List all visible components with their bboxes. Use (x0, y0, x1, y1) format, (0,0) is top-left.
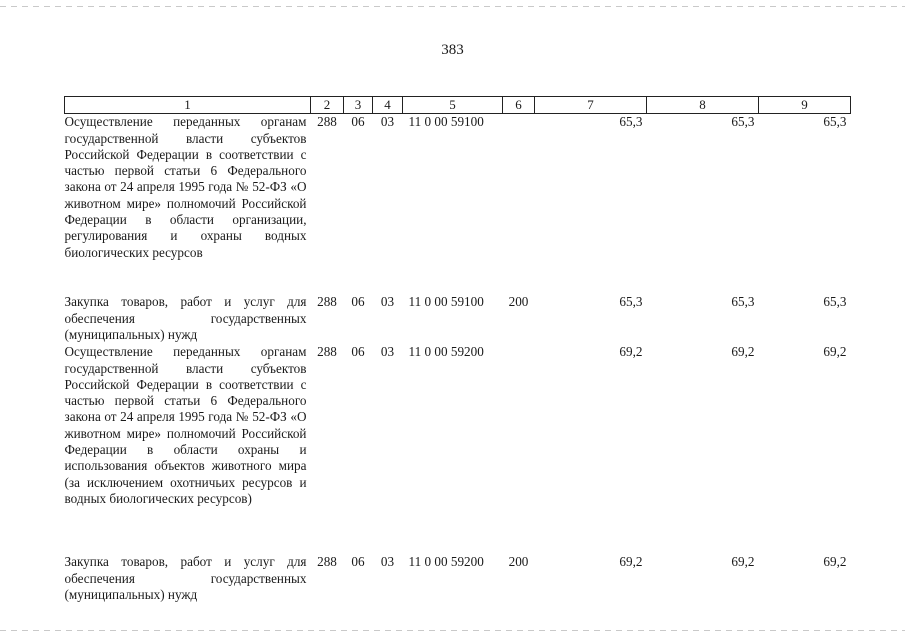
row-subsection-code: 03 (380, 554, 395, 570)
row-ministry-code: 288 (317, 114, 337, 130)
budget-table (64, 96, 851, 604)
header-col-5: 5 (403, 97, 503, 114)
row-amount-1: 69,2 (619, 554, 643, 570)
row-amount-3: 69,2 (823, 344, 847, 360)
header-col-8: 8 (647, 97, 759, 114)
row-expense-type: 200 (508, 554, 529, 570)
row-ministry-code: 288 (317, 294, 337, 310)
header-col-9: 9 (759, 97, 851, 114)
row-amount-1: 65,3 (619, 114, 643, 130)
row-amount-3: 65,3 (823, 294, 847, 310)
header-col-4: 4 (373, 97, 403, 114)
table-row (65, 344, 851, 554)
row-name: Закупка товаров, работ и услуг для обеспечения государственных (муниципальных) нужд (64, 554, 307, 602)
row-expense-type (503, 114, 535, 295)
row-amount-3: 65,3 (823, 114, 847, 130)
row-target-article: 11 0 00 59100 (408, 114, 484, 130)
row-amount-2: 69,2 (731, 344, 755, 360)
row-section-code: 06 (351, 344, 365, 360)
header-col-1: 1 (65, 97, 311, 114)
row-name: Осуществление переданных органам государственной власти субъектов Российской Федерации в соответствии с частью первой статьи 6 Федерального закона от 24 апреля 1995 года № 52-ФЗ «О животном мире» полномочий Российской Федерации в области охраны и использования объектов животного мира (за исключением охотничьих ресурсов и водных биологических ресурсов) (64, 344, 307, 506)
table-row (65, 294, 851, 344)
row-section-code: 06 (351, 294, 365, 310)
row-subsection-code: 03 (380, 114, 395, 130)
table-row (65, 114, 851, 295)
row-amount-2: 65,3 (731, 294, 755, 310)
row-target-article: 11 0 00 59200 (408, 554, 484, 570)
row-amount-1: 65,3 (619, 294, 643, 310)
row-ministry-code: 288 (317, 554, 337, 570)
table-row (65, 554, 851, 604)
row-section-code: 06 (351, 114, 365, 130)
row-section-code: 06 (351, 554, 365, 570)
scan-artifact-top (0, 6, 905, 7)
page-number: 383 (441, 42, 464, 58)
row-ministry-code: 288 (317, 344, 337, 360)
row-name: Осуществление переданных органам государственной власти субъектов Российской Федерации в соответствии с частью первой статьи 6 Федерального закона от 24 апреля 1995 года № 52-ФЗ «О животном мире» полномочий Российской Федерации в области организации, регулирования и охраны водных биологических ресурсов (64, 114, 307, 260)
row-amount-2: 69,2 (731, 554, 755, 570)
row-amount-1: 69,2 (619, 344, 643, 360)
row-subsection-code: 03 (380, 344, 395, 360)
row-expense-type: 200 (508, 294, 529, 310)
row-name: Закупка товаров, работ и услуг для обеспечения государственных (муниципальных) нужд (64, 294, 307, 342)
scan-artifact-bottom (0, 630, 905, 631)
header-col-6: 6 (503, 97, 535, 114)
row-amount-2: 65,3 (731, 114, 755, 130)
header-row (65, 97, 851, 114)
header-col-7: 7 (535, 97, 647, 114)
row-expense-type (503, 344, 535, 554)
row-target-article: 11 0 00 59200 (408, 344, 484, 360)
row-subsection-code: 03 (380, 294, 395, 310)
header-col-2: 2 (311, 97, 344, 114)
header-col-3: 3 (344, 97, 373, 114)
row-amount-3: 69,2 (823, 554, 847, 570)
row-target-article: 11 0 00 59100 (408, 294, 484, 310)
